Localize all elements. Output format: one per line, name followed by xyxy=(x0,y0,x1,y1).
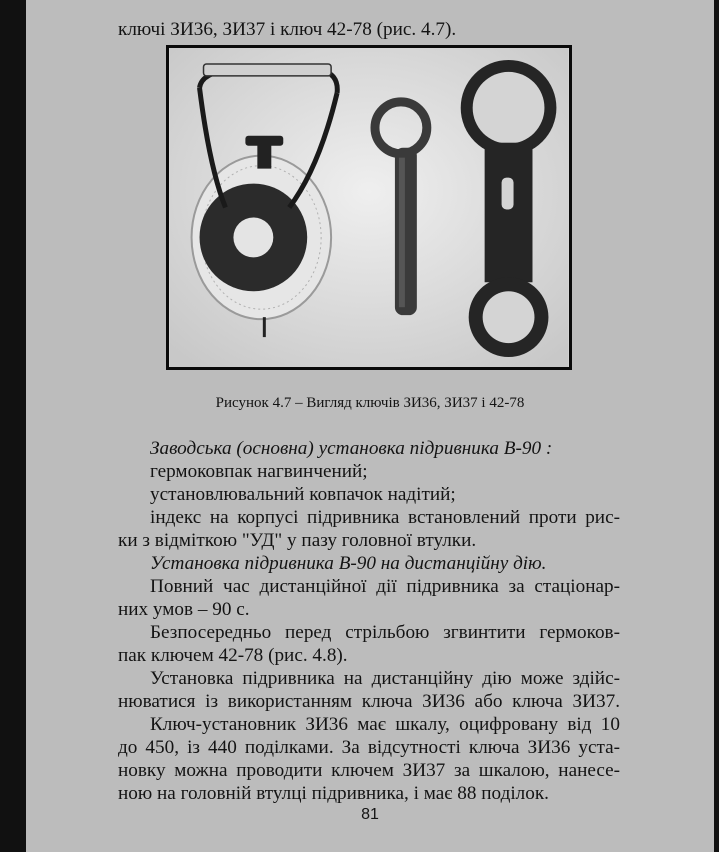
text-line: новку можна проводити ключем ЗИ37 за шкалою, нанесе- xyxy=(118,760,620,781)
text-line: гермоковпак нагвинчений; xyxy=(150,461,368,482)
text-line: Безпосередньо перед стрільбою згвинтити гермоков- xyxy=(150,622,620,643)
text-line: ною на головній втулці підривника, і має 88 поділок. xyxy=(118,783,549,804)
text-line: пак ключем 42-78 (рис. 4.8). xyxy=(118,645,348,666)
text-line: нюватися із використанням ключа ЗИ36 або ключа ЗИ37. xyxy=(118,691,620,712)
text-line: Ключ-установник ЗИ36 має шкалу, оцифровану від 10 xyxy=(150,714,620,735)
text-line: ключі ЗИ36, ЗИ37 і ключ 42-78 (рис. 4.7). xyxy=(118,19,457,40)
text-line: Установка підривника В-90 на дистанційну дію. xyxy=(150,553,547,574)
keys-illustration xyxy=(169,48,569,367)
figure-photo xyxy=(166,45,572,370)
text-line: Повний час дистанційної дії підривника за стаціонар- xyxy=(150,576,620,597)
text-line: установлювальний ковпачок надітий; xyxy=(150,484,456,505)
text-line: індекс на корпусі підривника встановлений проти рис- xyxy=(150,507,620,528)
text-line: Заводська (основна) установка підривника В-90 : xyxy=(150,438,553,459)
book-page xyxy=(26,0,714,852)
text-line: них умов – 90 с. xyxy=(118,599,250,620)
text-line: Установка підривника на дистанційну дію може здійс- xyxy=(150,668,620,689)
figure-caption: Рисунок 4.7 – Вигляд ключів ЗИ36, ЗИ37 і 42-78 xyxy=(215,395,525,411)
page-number: 81 xyxy=(361,806,379,823)
text-line: ки з відміткою "УД" у пазу головної втулки. xyxy=(118,530,477,551)
text-line: до 450, із 440 поділками. За відсутності ключа ЗИ36 уста- xyxy=(118,737,620,758)
